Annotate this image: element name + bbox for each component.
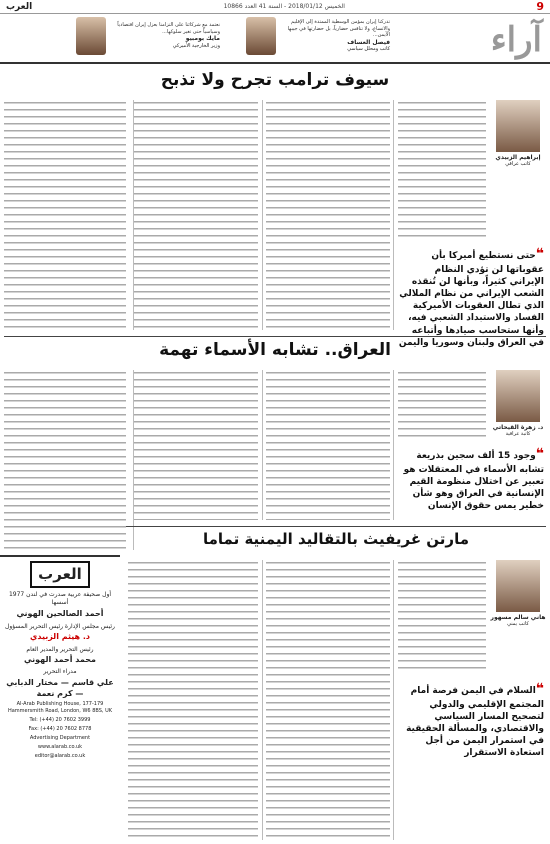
article-1-column-1 (398, 100, 486, 240)
masthead-address: Al-Arab Publishing House, 177-179 Hammersmith Road, London, W6 8BS, UK (7, 700, 113, 714)
article-1-author-name: إبراهيم الزبيدي (495, 154, 541, 161)
masthead-managing-label: رئيس التحرير والمدير العام (26, 645, 94, 653)
article-divider (126, 526, 546, 527)
article-1-column-4 (4, 100, 126, 330)
article-3-pull-quote-text: السلام في اليمن فرصة أمام المجتمع الإقليمي والدولي لتصحيح المسار السياسي والاقتصادي، والمسألة الحقيقية في استمرار اليمن من أجل استعادة الاستقرار (406, 686, 544, 759)
article-2-headline: العراق.. تشابه الأسماء تهمة (159, 340, 391, 360)
article-1-column-2 (266, 100, 390, 330)
article-3-author-role: كاتب يمني (507, 621, 529, 627)
top-bar (0, 0, 550, 14)
paper-logo: العرب (30, 561, 90, 588)
article-2-author (490, 370, 546, 437)
masthead-editors-label: مدراء التحرير (43, 668, 77, 676)
masthead-managing: محمد أحمد الهوني (24, 654, 96, 664)
header-writer-1-photo (246, 17, 276, 55)
article-2-column-4 (4, 370, 126, 550)
article-2-pull-quote (398, 445, 544, 512)
header-writer-1-role: كاتب ومحلل سياسي (347, 46, 390, 53)
header-writer-1-text (280, 19, 390, 53)
masthead-editors: علي قاسم — مختار الدبابي — كرم نعمة (6, 677, 114, 698)
article-3-headline: مارتن غريفيث بالتقاليد اليمنية تماما (203, 530, 469, 548)
article-3-author (490, 560, 546, 627)
column-rule (393, 560, 394, 840)
article-1-author-role: كاتب عراقي (505, 161, 531, 167)
column-rule (262, 370, 263, 520)
column-rule (393, 100, 394, 330)
date-line: الخميس 2018/01/12 - السنة 41 العدد 10866 (223, 3, 345, 10)
column-rule (393, 370, 394, 520)
article-1-column-3 (134, 100, 258, 330)
masthead-founded: أول صحيفة عربية صدرت في لندن 1977 (8, 591, 112, 598)
article-2-column-1 (398, 370, 486, 440)
article-1-author-photo (496, 100, 540, 152)
column-rule (133, 100, 134, 330)
masthead-email[interactable]: editor@alarab.co.uk (34, 752, 86, 759)
article-3-author-photo (496, 560, 540, 612)
article-3-column-2 (266, 560, 390, 840)
article-2-author-name: د. زهرة القيحاتي (492, 424, 544, 431)
masthead-fax: Fax: (+44) 20 7602 8778 (28, 725, 92, 732)
masthead-advertising: Advertising Department (29, 734, 91, 741)
header-writer-1 (246, 17, 390, 55)
column-rule (262, 100, 263, 330)
article-3-pull-quote (398, 680, 544, 760)
column-rule (262, 560, 263, 840)
article-1-pull-quote (398, 245, 544, 349)
article-1-headline: سيوف ترامب تجرح ولا تذبح (160, 70, 390, 90)
header-writer-2-photo (76, 17, 106, 55)
masthead-chairman: د. هيثم الزبيدي (29, 632, 90, 642)
masthead-phone: Tel: (+44) 20 7602 3999 (29, 716, 91, 723)
header-writer-1-name: فيصل العساف (347, 38, 390, 46)
page-number: 9 (536, 0, 544, 13)
article-1-pull-quote-text: حتى نستطيع أميركا بأن عقوباتها لن تؤدي النظام الإيراني كثيراً، وبأنها لن تُنقذه الشعب الإيراني من نظام الملالي الذي تطال العقوبات الأميركية الفساد والاستبداد الشعبي فيه، وأنها ستحاسب صيادها وأتباعه في العراق ولبنان وسوريا واليمن (398, 251, 544, 348)
section-header (0, 14, 550, 64)
header-writer-2-quote: نعتمد مع شركائنا على التزامنا بعزل إيران اقتصادياً وسياسياً حتى تغير سلوكها... (117, 22, 220, 35)
masthead-founder: أحمد الصالحين الهوني (16, 608, 104, 618)
column-rule (133, 370, 134, 550)
article-2-column-2 (266, 370, 390, 520)
header-writer-2 (76, 17, 220, 55)
quote-mark-icon: ❝ (535, 681, 544, 697)
masthead-chairman-label: رئيس مجلس الإدارة رئيس التحرير المسؤول (5, 622, 115, 630)
article-divider (4, 336, 546, 337)
paper-name: العرب (6, 1, 33, 12)
quote-mark-icon: ❝ (535, 446, 544, 462)
article-2-pull-quote-text: وجود 15 ألف سجين بذريعة تشابه الأسماء في المعتقلات هو تعبير عن اختلال منظومة القيم الإنسانية في العراق وهو شأن خطير يمس حقوق الإنسان (403, 451, 544, 512)
masthead-founder-label: أسسها (51, 599, 69, 607)
article-3-column-1 (398, 560, 486, 670)
masthead (0, 555, 120, 844)
article-2-author-photo (496, 370, 540, 422)
article-2-column-3 (134, 370, 258, 520)
article-3-author-name: هاني سالم مسهور (490, 614, 546, 621)
quote-mark-icon: ❝ (535, 246, 544, 262)
article-1-author (490, 100, 546, 167)
header-writer-2-role: وزير الخارجية الأميركي (172, 43, 220, 50)
masthead-web[interactable]: www.alarab.co.uk (37, 743, 83, 750)
header-writer-1-quote: تدركنا إيران بمؤمن الوسطية الممتدة إلى الإقليم والاتساع، ولا تنافس حضارياً، بل حضارتها في جيبها الأيمن... (287, 19, 390, 39)
article-3-column-3 (128, 560, 258, 840)
section-title: آراء (490, 20, 542, 60)
article-2-author-role: كاتبة عراقية (505, 431, 531, 437)
header-writer-2-text (110, 22, 220, 49)
header-writer-2-name: مايك بومبيو (185, 35, 220, 43)
